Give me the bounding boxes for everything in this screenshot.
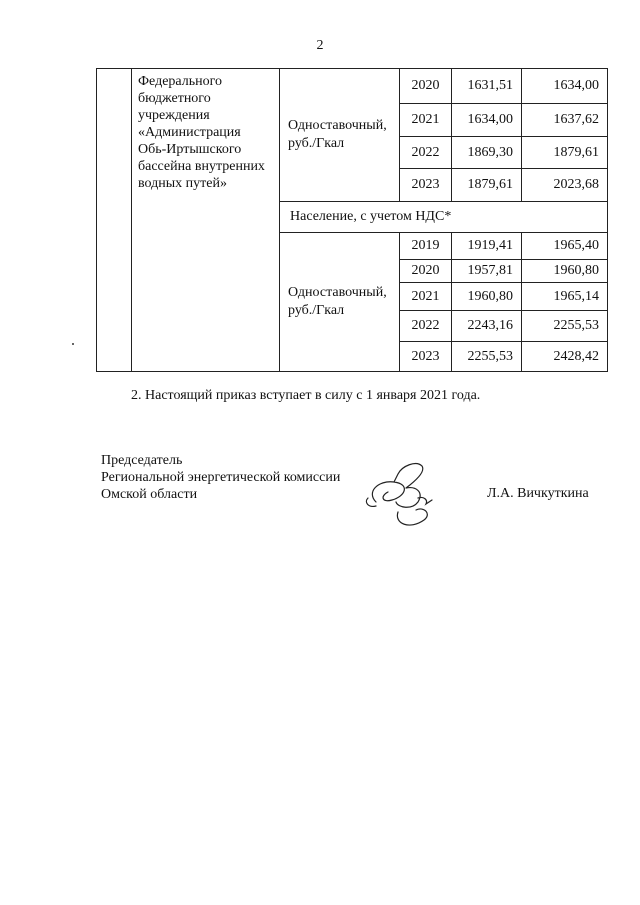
value-cell: 1965,40 [522, 233, 608, 260]
year-cell: 2023 [400, 169, 452, 202]
year-cell: 2022 [400, 311, 452, 342]
signatory-name: Л.А. Вичкуткина [487, 486, 589, 501]
tariff-type-line: Одноставочный, [288, 118, 387, 133]
year-cell: 2020 [400, 69, 452, 104]
year-cell: 2022 [400, 137, 452, 169]
organization-line: водных путей» [138, 176, 227, 191]
value-cell: 1960,80 [452, 283, 522, 311]
signatory-title-line: Омской области [101, 487, 198, 502]
value-cell: 1631,51 [452, 69, 522, 104]
tariff-type-line: руб./Гкал [288, 303, 345, 318]
value-cell: 1634,00 [522, 69, 608, 104]
page-number: 2 [316, 38, 324, 53]
value-cell: 2023,68 [522, 169, 608, 202]
tariff-type-cell [280, 69, 400, 202]
year-cell: 2019 [400, 233, 452, 260]
scan-mark [72, 343, 74, 345]
handwritten-signature [358, 452, 458, 536]
value-cell: 1960,80 [522, 260, 608, 283]
year-cell: 2020 [400, 260, 452, 283]
order-clause: 2. Настоящий приказ вступает в силу с 1 января 2021 года. [131, 388, 481, 403]
signatory-title-line: Председатель [101, 453, 183, 468]
value-cell: 1637,62 [522, 104, 608, 137]
value-cell: 1957,81 [452, 260, 522, 283]
tariff-type-cell [280, 233, 400, 372]
organization-cell [132, 69, 280, 372]
value-cell: 1965,14 [522, 283, 608, 311]
value-cell: 2255,53 [522, 311, 608, 342]
organization-line: бассейна внутренних [138, 159, 265, 174]
value-cell: 1879,61 [452, 169, 522, 202]
value-cell: 2255,53 [452, 342, 522, 372]
value-cell: 1919,41 [452, 233, 522, 260]
organization-line: «Администрация [138, 125, 241, 140]
value-cell: 1879,61 [522, 137, 608, 169]
value-cell: 1634,00 [452, 104, 522, 137]
value-cell: 1869,30 [452, 137, 522, 169]
tariff-table [96, 68, 608, 372]
organization-line: Федерального [138, 74, 223, 89]
organization-line: учреждения [138, 108, 210, 123]
tariff-type-line: Одноставочный, [288, 285, 387, 300]
year-cell: 2021 [400, 283, 452, 311]
value-cell: 2428,42 [522, 342, 608, 372]
organization-line: Обь-Иртышского [138, 142, 242, 157]
population-header: Население, с учетом НДС* [280, 202, 608, 233]
tariff-type-line: руб./Гкал [288, 136, 345, 151]
year-cell: 2023 [400, 342, 452, 372]
signatory-title-line: Региональной энергетической комиссии [101, 470, 341, 485]
year-cell: 2021 [400, 104, 452, 137]
organization-line: бюджетного [138, 91, 211, 106]
signatory-title [101, 452, 340, 503]
row-number-cell [97, 69, 132, 372]
value-cell: 2243,16 [452, 311, 522, 342]
